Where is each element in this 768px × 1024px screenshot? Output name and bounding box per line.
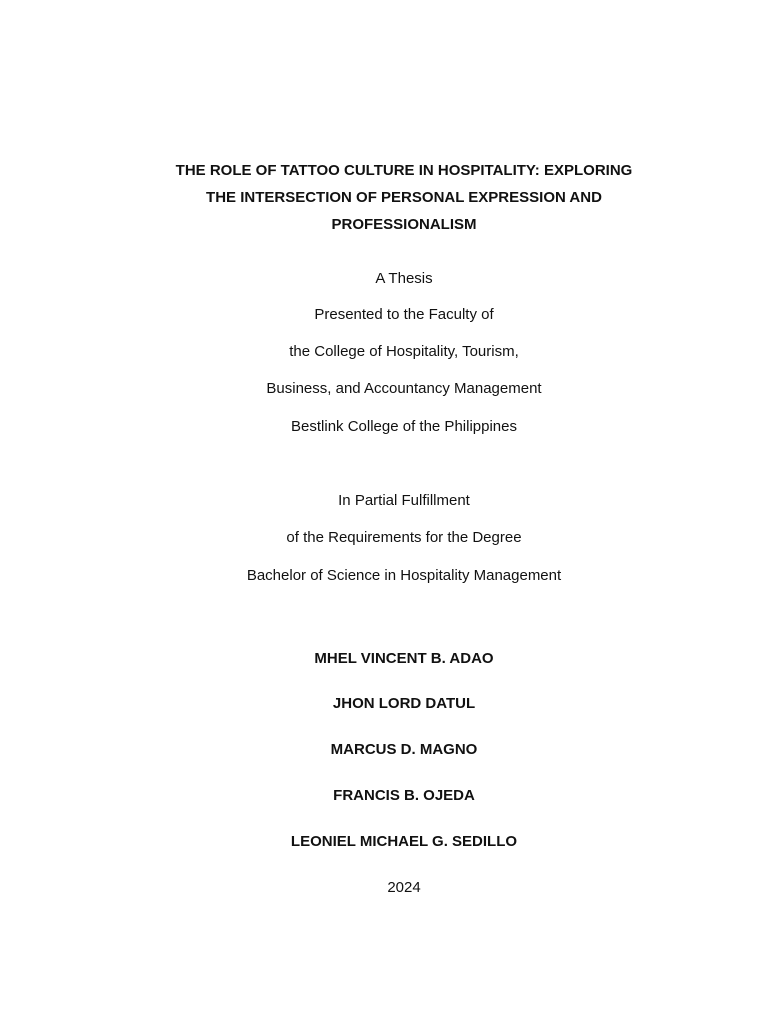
author-name: MHEL VINCENT B. ADAO [314, 650, 494, 667]
author-name: JHON LORD DATUL [332, 695, 476, 712]
author-name: FRANCIS B. OJEDA [333, 787, 475, 804]
author-name: MARCUS D. MAGNO [330, 741, 478, 758]
title-line-1: THE ROLE OF TATTOO CULTURE IN HOSPITALITY: EXPLORING [175, 162, 633, 179]
fulfillment-line-2: of the Requirements for the Degree [286, 529, 522, 546]
title-line-3: PROFESSIONALISM [331, 216, 477, 233]
fulfillment-line-1: In Partial Fulfillment [338, 492, 470, 509]
year: 2024 [387, 879, 421, 896]
department-line: Business, and Accountancy Management [266, 380, 542, 397]
college-line: the College of Hospitality, Tourism, [289, 343, 519, 360]
author-name: LEONIEL MICHAEL G. SEDILLO [290, 833, 518, 850]
institution-line: Bestlink College of the Philippines [291, 418, 517, 435]
title-line-2: THE INTERSECTION OF PERSONAL EXPRESSION AND [206, 189, 602, 206]
thesis-label: A Thesis [375, 270, 433, 287]
degree-line: Bachelor of Science in Hospitality Management [246, 567, 562, 584]
presented-to-line: Presented to the Faculty of [314, 306, 494, 323]
